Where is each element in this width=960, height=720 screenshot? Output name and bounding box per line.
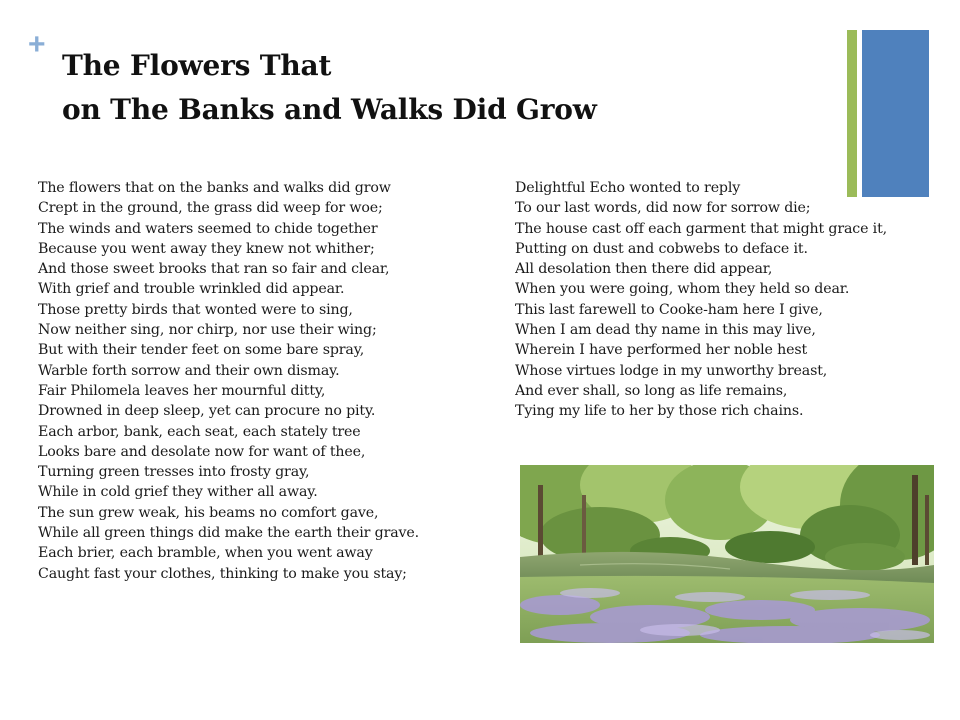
poem-line: With grief and trouble wrinkled did appear. [38, 281, 345, 298]
poem-line: All desolation then there did appear, [515, 261, 773, 278]
accent-bar-green [847, 30, 857, 197]
poem-line: Wherein I have performed her noble hest [515, 342, 808, 359]
poem-line: The flowers that on the banks and walks did grow [38, 180, 391, 196]
poem-line: The house cast off each garment that might grace it, [515, 220, 887, 237]
title-line-2: on The Banks and Walks Did Grow [62, 93, 597, 126]
poem-line: Warble forth sorrow and their own dismay. [38, 362, 340, 379]
poem-line: But with their tender feet on some bare spray, [38, 342, 365, 359]
poem-line: Drowned in deep sleep, yet can procure no pity. [38, 403, 376, 420]
accent-bar-blue [862, 30, 929, 197]
poem-line: To our last words, did now for sorrow die; [515, 200, 811, 217]
poem-line: Caught fast your clothes, thinking to make you stay; [38, 565, 407, 582]
poem-line: And ever shall, so long as life remains, [515, 382, 788, 399]
poem-line: Turning green tresses into frosty gray, [38, 464, 310, 481]
poem-line: Whose virtues lodge in my unworthy breast, [515, 362, 828, 379]
poem-line: The winds and waters seemed to chide together [38, 220, 378, 237]
poem-column-left [38, 178, 419, 584]
poem-line: While all green things did make the earth their grave. [38, 525, 419, 542]
plus-icon: + [28, 28, 46, 61]
poem-line: Putting on dust and cobwebs to deface it. [515, 240, 808, 257]
poem-line: Tying my life to her by those rich chains. [515, 403, 804, 420]
title-line-1: The Flowers That [62, 49, 332, 82]
poem-line: Those pretty birds that wonted were to sing, [38, 301, 353, 318]
poem-line: Delightful Echo wonted to reply [515, 180, 741, 196]
page-title [62, 44, 597, 132]
garden-photo [520, 465, 934, 643]
poem-line: And those sweet brooks that ran so fair and clear, [38, 261, 390, 278]
poem-line: The sun grew weak, his beams no comfort gave, [38, 504, 379, 521]
poem-line: Crept in the ground, the grass did weep for woe; [38, 200, 383, 217]
poem-line: When you were going, whom they held so dear. [515, 281, 850, 298]
poem-line: Fair Philomela leaves her mournful ditty, [38, 382, 326, 399]
poem-line: While in cold grief they wither all away. [38, 484, 318, 501]
poem-line: When I am dead thy name in this may live, [515, 322, 816, 339]
poem-line: This last farewell to Cooke-ham here I give, [515, 301, 823, 318]
poem-line: Now neither sing, nor chirp, nor use their wing; [38, 322, 377, 339]
poem-line: Looks bare and desolate now for want of thee, [38, 443, 366, 460]
poem-line: Each arbor, bank, each seat, each stately tree [38, 423, 361, 440]
poem-line: Each brier, each bramble, when you went away [38, 545, 373, 562]
poem-line: Because you went away they knew not whither; [38, 240, 375, 257]
poem-column-right [515, 178, 957, 422]
